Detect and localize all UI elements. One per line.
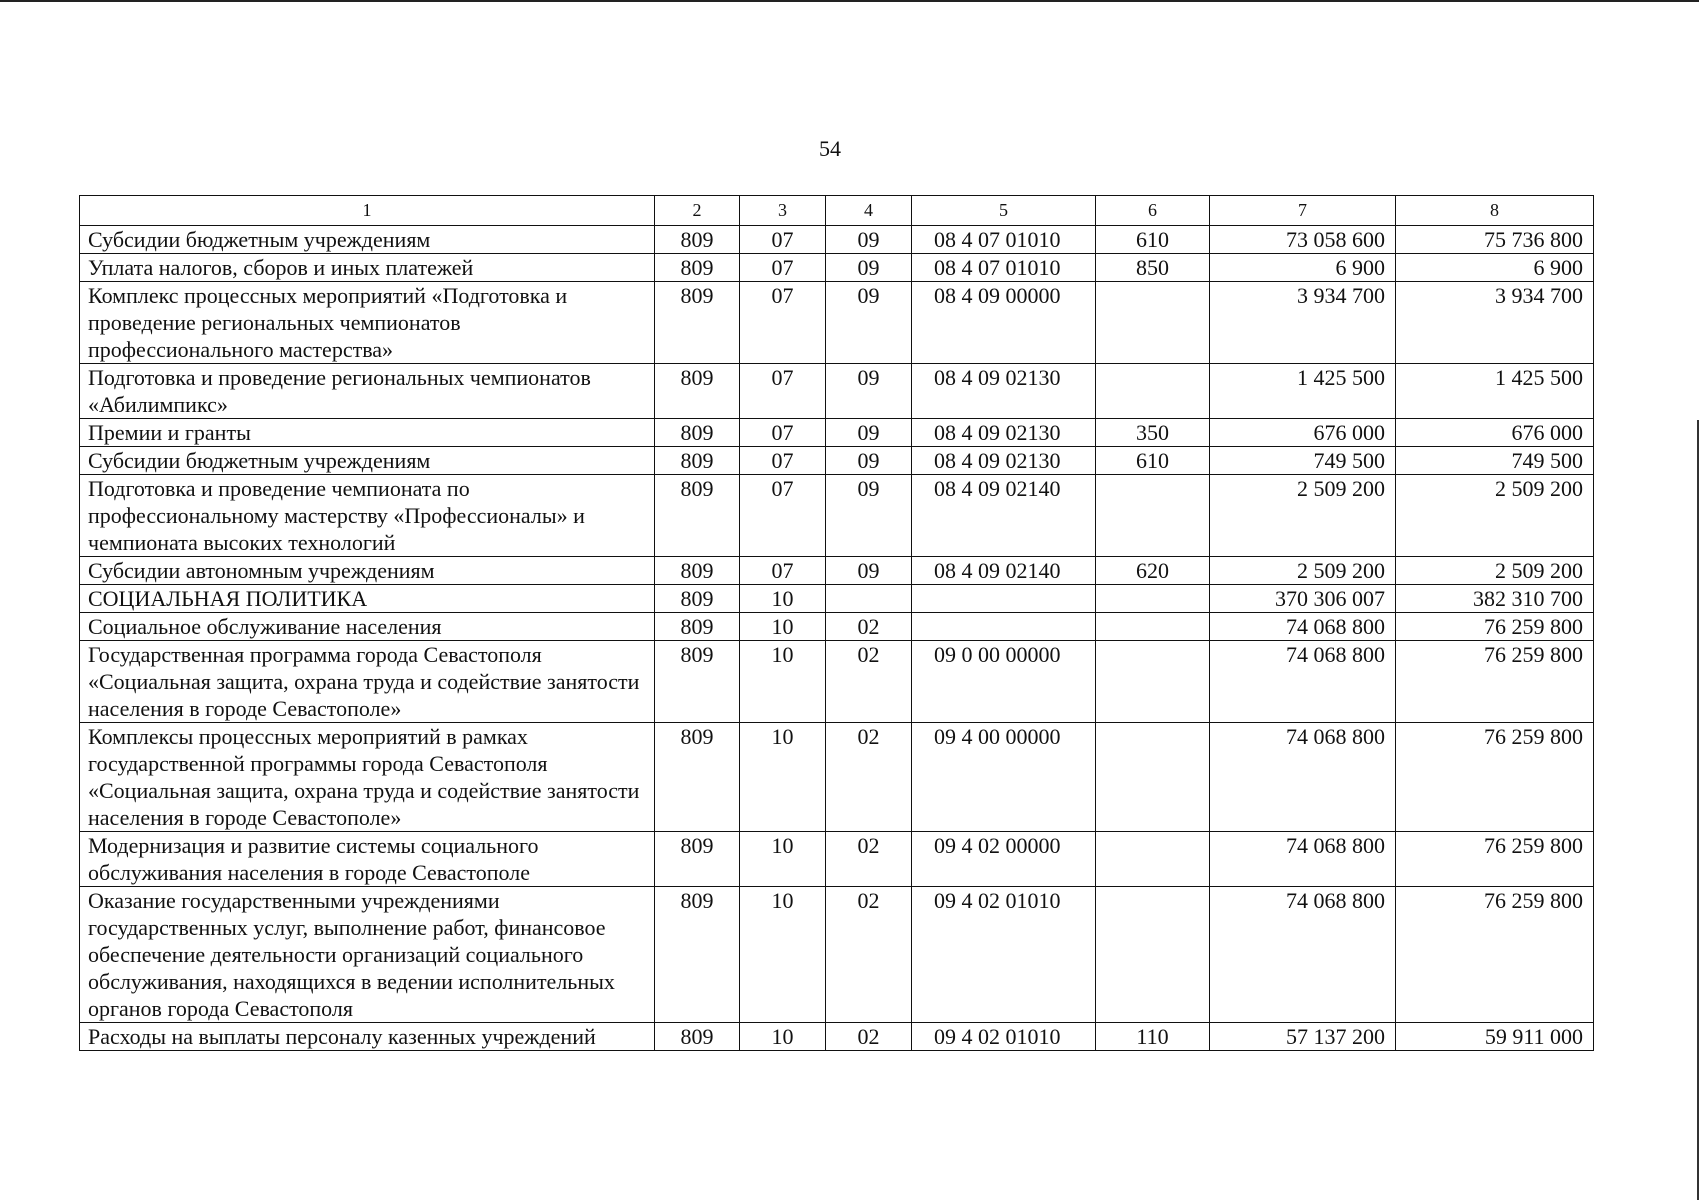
cell-ministry: 809 bbox=[655, 254, 740, 282]
cell-ministry: 809 bbox=[655, 282, 740, 364]
cell-subsection: 02 bbox=[826, 641, 912, 723]
table-body bbox=[80, 226, 1594, 1051]
cell-expense-type bbox=[1096, 641, 1210, 723]
cell-name: Премии и гранты bbox=[80, 419, 655, 447]
cell-section: 10 bbox=[740, 613, 826, 641]
cell-amount-year-1: 1 425 500 bbox=[1210, 364, 1396, 419]
cell-target-article: 09 0 00 00000 bbox=[912, 641, 1096, 723]
cell-amount-year-1: 2 509 200 bbox=[1210, 557, 1396, 585]
table-row bbox=[80, 419, 1594, 447]
cell-subsection: 09 bbox=[826, 557, 912, 585]
cell-name: Социальное обслуживание населения bbox=[80, 613, 655, 641]
scan-border-top bbox=[0, 0, 1699, 2]
cell-ministry: 809 bbox=[655, 723, 740, 832]
cell-ministry: 809 bbox=[655, 419, 740, 447]
cell-amount-year-1: 74 068 800 bbox=[1210, 723, 1396, 832]
cell-subsection: 02 bbox=[826, 613, 912, 641]
cell-ministry: 809 bbox=[655, 887, 740, 1023]
column-header-amount-year-2: 8 bbox=[1396, 196, 1594, 226]
cell-section: 10 bbox=[740, 832, 826, 887]
table-row bbox=[80, 226, 1594, 254]
column-header-target-article: 5 bbox=[912, 196, 1096, 226]
table-row bbox=[80, 887, 1594, 1023]
cell-amount-year-2: 76 259 800 bbox=[1396, 887, 1594, 1023]
table-row bbox=[80, 641, 1594, 723]
cell-section: 07 bbox=[740, 419, 826, 447]
cell-name: Комплексы процессных мероприятий в рамках государственной программы города Севастополя «Социальная защита, охрана труда и содействие занятости населения в городе Севастополе» bbox=[80, 723, 655, 832]
cell-subsection: 02 bbox=[826, 832, 912, 887]
cell-amount-year-2: 676 000 bbox=[1396, 419, 1594, 447]
cell-expense-type bbox=[1096, 475, 1210, 557]
cell-ministry: 809 bbox=[655, 613, 740, 641]
table-row bbox=[80, 723, 1594, 832]
cell-target-article bbox=[912, 585, 1096, 613]
cell-amount-year-1: 2 509 200 bbox=[1210, 475, 1396, 557]
cell-expense-type bbox=[1096, 282, 1210, 364]
cell-expense-type bbox=[1096, 723, 1210, 832]
cell-name: Государственная программа города Севастополя «Социальная защита, охрана труда и содействие занятости населения в городе Севастополе» bbox=[80, 641, 655, 723]
column-header-amount-year-1: 7 bbox=[1210, 196, 1396, 226]
table-row bbox=[80, 832, 1594, 887]
cell-name: Оказание государственными учреждениями государственных услуг, выполнение работ, финансовое обеспечение деятельности организаций социального обслуживания, находящихся в ведении исполнительных органов города Севастополя bbox=[80, 887, 655, 1023]
cell-section: 10 bbox=[740, 887, 826, 1023]
table-row bbox=[80, 1023, 1594, 1051]
cell-target-article: 09 4 02 01010 bbox=[912, 1023, 1096, 1051]
cell-amount-year-1: 6 900 bbox=[1210, 254, 1396, 282]
cell-amount-year-1: 370 306 007 bbox=[1210, 585, 1396, 613]
column-header-section: 3 bbox=[740, 196, 826, 226]
cell-subsection: 09 bbox=[826, 282, 912, 364]
table-header bbox=[80, 196, 1594, 226]
cell-amount-year-2: 3 934 700 bbox=[1396, 282, 1594, 364]
cell-subsection: 09 bbox=[826, 475, 912, 557]
cell-amount-year-1: 74 068 800 bbox=[1210, 613, 1396, 641]
cell-name: Субсидии бюджетным учреждениям bbox=[80, 226, 655, 254]
cell-target-article: 08 4 09 02140 bbox=[912, 475, 1096, 557]
cell-ministry: 809 bbox=[655, 447, 740, 475]
cell-expense-type bbox=[1096, 887, 1210, 1023]
cell-subsection bbox=[826, 585, 912, 613]
column-header-ministry: 2 bbox=[655, 196, 740, 226]
cell-amount-year-2: 2 509 200 bbox=[1396, 475, 1594, 557]
cell-ministry: 809 bbox=[655, 364, 740, 419]
cell-name: Уплата налогов, сборов и иных платежей bbox=[80, 254, 655, 282]
table-row bbox=[80, 475, 1594, 557]
cell-expense-type bbox=[1096, 364, 1210, 419]
cell-subsection: 02 bbox=[826, 1023, 912, 1051]
cell-name: Модернизация и развитие системы социального обслуживания населения в городе Севастополе bbox=[80, 832, 655, 887]
cell-amount-year-1: 73 058 600 bbox=[1210, 226, 1396, 254]
table-row bbox=[80, 585, 1594, 613]
table-row bbox=[80, 282, 1594, 364]
cell-target-article: 08 4 07 01010 bbox=[912, 226, 1096, 254]
cell-name: Подготовка и проведение региональных чемпионатов «Абилимпикс» bbox=[80, 364, 655, 419]
cell-ministry: 809 bbox=[655, 1023, 740, 1051]
cell-expense-type: 610 bbox=[1096, 447, 1210, 475]
cell-subsection: 02 bbox=[826, 887, 912, 1023]
budget-table bbox=[79, 195, 1594, 1051]
column-header-subsection: 4 bbox=[826, 196, 912, 226]
table-row bbox=[80, 447, 1594, 475]
cell-name: Субсидии автономным учреждениям bbox=[80, 557, 655, 585]
cell-target-article: 08 4 09 02130 bbox=[912, 447, 1096, 475]
cell-name: Субсидии бюджетным учреждениям bbox=[80, 447, 655, 475]
cell-target-article: 08 4 07 01010 bbox=[912, 254, 1096, 282]
cell-amount-year-2: 75 736 800 bbox=[1396, 226, 1594, 254]
cell-target-article: 09 4 02 01010 bbox=[912, 887, 1096, 1023]
cell-subsection: 09 bbox=[826, 419, 912, 447]
cell-target-article: 09 4 00 00000 bbox=[912, 723, 1096, 832]
cell-expense-type bbox=[1096, 832, 1210, 887]
table-row bbox=[80, 254, 1594, 282]
cell-amount-year-1: 749 500 bbox=[1210, 447, 1396, 475]
cell-amount-year-2: 2 509 200 bbox=[1396, 557, 1594, 585]
cell-section: 07 bbox=[740, 475, 826, 557]
cell-section: 07 bbox=[740, 557, 826, 585]
cell-expense-type: 110 bbox=[1096, 1023, 1210, 1051]
cell-expense-type bbox=[1096, 613, 1210, 641]
cell-amount-year-2: 382 310 700 bbox=[1396, 585, 1594, 613]
cell-amount-year-2: 76 259 800 bbox=[1396, 613, 1594, 641]
cell-amount-year-1: 3 934 700 bbox=[1210, 282, 1396, 364]
cell-name: Комплекс процессных мероприятий «Подготовка и проведение региональных чемпионатов профессионального мастерства» bbox=[80, 282, 655, 364]
cell-section: 07 bbox=[740, 447, 826, 475]
cell-amount-year-1: 676 000 bbox=[1210, 419, 1396, 447]
cell-amount-year-2: 59 911 000 bbox=[1396, 1023, 1594, 1051]
cell-amount-year-1: 57 137 200 bbox=[1210, 1023, 1396, 1051]
cell-ministry: 809 bbox=[655, 585, 740, 613]
cell-amount-year-2: 749 500 bbox=[1396, 447, 1594, 475]
cell-section: 10 bbox=[740, 1023, 826, 1051]
cell-target-article: 08 4 09 02130 bbox=[912, 419, 1096, 447]
cell-amount-year-1: 74 068 800 bbox=[1210, 641, 1396, 723]
cell-expense-type: 610 bbox=[1096, 226, 1210, 254]
cell-section: 10 bbox=[740, 723, 826, 832]
cell-name: Расходы на выплаты персоналу казенных учреждений bbox=[80, 1023, 655, 1051]
cell-expense-type bbox=[1096, 585, 1210, 613]
cell-ministry: 809 bbox=[655, 557, 740, 585]
cell-ministry: 809 bbox=[655, 475, 740, 557]
cell-amount-year-2: 1 425 500 bbox=[1396, 364, 1594, 419]
column-header-expense-type: 6 bbox=[1096, 196, 1210, 226]
table-row bbox=[80, 364, 1594, 419]
header-row bbox=[80, 196, 1594, 226]
cell-amount-year-2: 76 259 800 bbox=[1396, 723, 1594, 832]
page-number: 54 bbox=[819, 136, 841, 161]
cell-target-article: 09 4 02 00000 bbox=[912, 832, 1096, 887]
cell-amount-year-2: 76 259 800 bbox=[1396, 832, 1594, 887]
cell-ministry: 809 bbox=[655, 641, 740, 723]
cell-section: 07 bbox=[740, 254, 826, 282]
cell-subsection: 09 bbox=[826, 254, 912, 282]
cell-subsection: 09 bbox=[826, 226, 912, 254]
table-row bbox=[80, 613, 1594, 641]
cell-expense-type: 620 bbox=[1096, 557, 1210, 585]
cell-expense-type: 850 bbox=[1096, 254, 1210, 282]
cell-section: 07 bbox=[740, 282, 826, 364]
cell-target-article: 08 4 09 02130 bbox=[912, 364, 1096, 419]
cell-section: 10 bbox=[740, 641, 826, 723]
cell-subsection: 09 bbox=[826, 447, 912, 475]
cell-amount-year-1: 74 068 800 bbox=[1210, 887, 1396, 1023]
table-row bbox=[80, 557, 1594, 585]
cell-amount-year-2: 76 259 800 bbox=[1396, 641, 1594, 723]
cell-ministry: 809 bbox=[655, 226, 740, 254]
cell-target-article: 08 4 09 00000 bbox=[912, 282, 1096, 364]
cell-ministry: 809 bbox=[655, 832, 740, 887]
cell-section: 10 bbox=[740, 585, 826, 613]
cell-subsection: 09 bbox=[826, 364, 912, 419]
cell-target-article bbox=[912, 613, 1096, 641]
cell-name: Подготовка и проведение чемпионата по профессиональному мастерству «Профессионалы» и чемпионата высоких технологий bbox=[80, 475, 655, 557]
cell-expense-type: 350 bbox=[1096, 419, 1210, 447]
cell-amount-year-2: 6 900 bbox=[1396, 254, 1594, 282]
cell-name: СОЦИАЛЬНАЯ ПОЛИТИКА bbox=[80, 585, 655, 613]
cell-subsection: 02 bbox=[826, 723, 912, 832]
cell-section: 07 bbox=[740, 364, 826, 419]
column-header-name: 1 bbox=[80, 196, 655, 226]
cell-target-article: 08 4 09 02140 bbox=[912, 557, 1096, 585]
cell-amount-year-1: 74 068 800 bbox=[1210, 832, 1396, 887]
cell-section: 07 bbox=[740, 226, 826, 254]
